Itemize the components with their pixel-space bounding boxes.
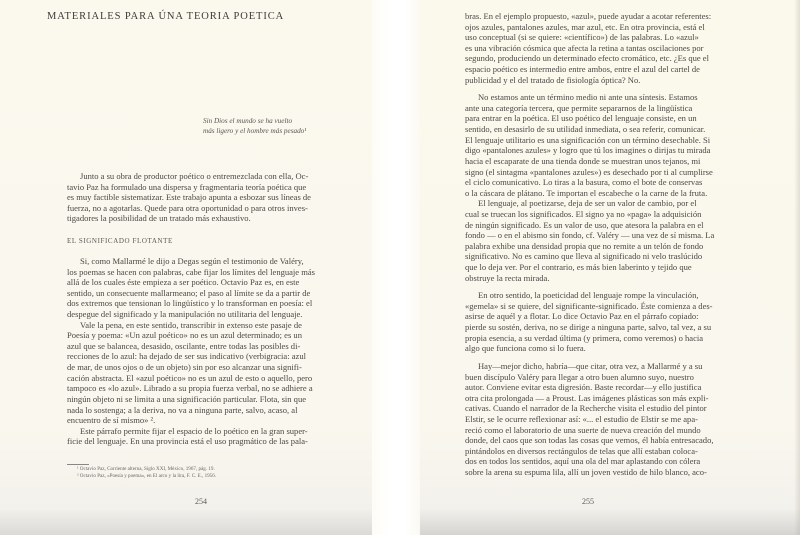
text-line: buen discípulo Valéry para llegar a otro buen alumno suyo, nuestro [465, 371, 694, 382]
page-number-left: 254 [195, 497, 207, 506]
text-line: o la cáscara de plátano. Te importan el escabeche o la carne de la fruta. [465, 187, 708, 198]
text-line: segundo, produciendo un determinado efecto cromático, etc. ¿Es que el [465, 53, 709, 64]
right-page-body [465, 11, 795, 478]
text-line: En otro sentido, la poeticidad del lenguaje rompe la vinculación, [478, 290, 699, 301]
text-line: recciones de lo azul: ha dejado de ser sus indicativo (verbigracia: azul [67, 351, 306, 362]
text-line: bras. En el ejemplo propuesto, «azul», puede ayudar a acotar referentes: [465, 11, 712, 21]
book-gutter [372, 0, 420, 535]
text-line: sentido, un consecuente mallarmeano; el paso al límite se da a partir de [67, 287, 311, 298]
text-line: obstruye la recta mirada. [465, 272, 550, 283]
text-line: dos extremos que tensionan lo lingüístico y lo transforman en poesía: el [67, 298, 313, 309]
text-line: sobre la arena su espuma lila, allí un joven vestido de hilo blanco, aco- [465, 466, 707, 477]
text-line: despegue del significado y la manipulación no utilitaria del lenguaje. [67, 309, 303, 320]
paragraph [465, 11, 795, 85]
paragraph [67, 426, 367, 447]
text-line: tavio Paz ha formulado una dispersa y fragmentaria teoría poética que [67, 181, 307, 192]
text-line: Si, como Mallarmé le dijo a Degas según el testimonio de Valéry, [80, 256, 304, 266]
text-line: uso conceptual (si se quiere: «científico») de las palabras. Lo «azul» [465, 32, 699, 43]
text-line: para entrar en la poética. El uso poético del lenguaje consiste, en un [465, 113, 697, 124]
text-line: publicidad y el del tratado de fisiología óptica? No. [465, 74, 641, 85]
paragraph-spacing [465, 85, 795, 92]
text-line: allá de los cuales éste empieza a ser poético. Octavio Paz es, en este [67, 277, 300, 288]
text-line: otra cita prolongada — a Proust. Las imágenes plásticas son más expli- [465, 392, 709, 403]
text-line: Vale la pena, en este sentido, transcribir in extenso este pasaje de [80, 319, 302, 330]
chapter-title: MATERIALES PARA ÚNA TEORIA POETICA [47, 11, 285, 22]
footnote-divider [67, 464, 89, 465]
paragraph [67, 320, 367, 426]
left-page [0, 0, 372, 535]
footnote: ¹ Octavio Paz, Corriente alterna, Siglo XXI, México, 1967, pág. 19. [77, 466, 215, 472]
text-line: azul que se balancea, desasido, oscilante, entre todas las posibles di- [67, 340, 301, 351]
paragraph [465, 290, 795, 354]
text-line: algo que funciona como si lo fuera. [465, 343, 586, 354]
paragraph-spacing [465, 354, 795, 361]
paragraph [465, 92, 795, 198]
text-line: signo (el sintagma «pantalones azules») es desechado por ti al cumplirse [465, 166, 713, 177]
left-page-body [67, 256, 367, 447]
text-line: cual se truecan los significados. El signo ya no «paga» la adquisición [465, 208, 702, 219]
text-line: «gemela» si se quiere, del significante-significado. Éste comienza a des- [465, 300, 713, 311]
right-page [420, 0, 800, 535]
text-line: propia esencia, a su verdad última (y primera, como veremos) o hacia [465, 332, 704, 343]
text-line: Este párrafo permite fijar el espacio de lo poético en la gran super- [80, 425, 308, 436]
page-edge-shadow [794, 0, 800, 535]
text-line: que lo deja ver. Por el contrario, es más bien laberinto y tejido que [465, 262, 692, 273]
text-line: ficie del lenguaje. En una provincia está el uso pragmático de las pala- [67, 436, 308, 447]
text-line: ojos azules, pantalones azules, mar azul, etc. En otra provincia, está el [465, 21, 705, 32]
text-line: de mar, de unos ojos o de un objeto) sin por eso alcanzar una signifi- [67, 362, 302, 373]
paragraph [465, 198, 795, 283]
text-line: significativo. No es camino que lleva al significado ni velo traslúcido [465, 251, 703, 262]
text-line: reció como el laboratorio de una suerte de nueva creación del mundo [465, 424, 701, 435]
text-line: donde, del caos que son todas las cosas que vemos, él había entresacado, [465, 435, 714, 446]
text-line: cativas. Cuando el narrador de la Recherche visita el estudio del pintor [465, 403, 707, 414]
text-line: asirse de aquél y a flotar. Lo dice Octavio Paz en el párrafo copiado: [465, 311, 699, 322]
text-line: nada lo sostenga; a la deriva, no va a ninguna parte, salvo, acaso, al [67, 404, 298, 415]
intro-paragraph [67, 171, 367, 224]
text-line: tigadores la posibilidad de un tratado más exhaustivo. [67, 213, 251, 224]
text-line: El lenguaje utilitario es una significación con un término desechable. Si [465, 134, 711, 145]
text-line: Elstir, se le ocurre reflexionar así: «... el estudio de Elstir se me apa- [465, 413, 698, 424]
text-line: dos en todos los sentidos, aquí una ola del mar aplastando con cólera [465, 456, 701, 467]
text-line: pintándolos en diversos rectángulos de telas que allí estaban colocа- [465, 445, 698, 456]
text-line: Hay—mejor dicho, habría—que citar, otra vez, a Mallarmé y a su [478, 360, 703, 371]
epigraph [203, 116, 306, 136]
text-line: fondo — o en el abismo sin fondo, cf. Valéry — una vez de sí misma. La [465, 230, 715, 241]
text-line: hacia el escaparate de una tienda donde se muestran unos tejanos, mi [465, 155, 701, 166]
text-line: Junto a su obra de productor poético o entremezclada con ella, Oc- [80, 171, 309, 181]
paragraph [465, 361, 795, 478]
text-line: No estamos ante un término medio ni ante una síntesis. Estamos [478, 92, 698, 103]
text-line: ante una categoría tercera, que permite separarnos de la lingüística [465, 102, 693, 113]
text-line: tampoco es «lo azul». Librado a su propia fuerza verbal, no se adhiere a [67, 383, 313, 394]
text-line: ningún objeto ni se limita a una significación particular. Flota, sin que [67, 393, 307, 404]
epigraph-line: más ligero y el hombre más pesado¹ [203, 127, 307, 135]
section-heading: EL SIGNIFICADO FLOTANTE [67, 237, 173, 245]
text-line: Poesía y poema: «Un azul poético» no es un azul determinado; es un [67, 330, 302, 341]
text-line: los poemas se hacen con palabras, cabe fijar los límites del lenguaje más [67, 266, 316, 277]
page-number-right: 255 [582, 497, 594, 506]
epigraph-line: Sin Dios el mundo se ha vuelto [203, 117, 293, 125]
footnote: ² Octavio Paz, «Poesía y poema», en El arco y la lira, F. C. E., 1956. [77, 472, 217, 479]
text-line: fuerza, no a agotarlas. Quede para otra oportunidad o para otros inves- [67, 202, 308, 213]
text-line: palabra exhibe una densidad propia que no remite a un telón de fondo [465, 240, 704, 251]
footnotes [77, 466, 216, 479]
text-line: cación abstracta. El «azul poético» no es un azul de esto o aquello, pero [67, 372, 313, 383]
text-line: El lenguaje, al poetizarse, deja de ser un valor de cambio, por el [478, 198, 697, 209]
paragraph [67, 256, 367, 320]
text-line: espacio poético es intermedio entre ambos, entre el azul del cartel de [465, 64, 700, 75]
text-line: es muy factible sistematizar. Este trabajo apunta a esbozar sus líneas de [67, 192, 311, 203]
text-line: digo «pantalones azules» y logro que tú los imagines o dirijas tu mirada [465, 145, 711, 156]
text-line: sentido, en desasirlo de su utilidad inmediata, o sea referir, comunicar. [465, 124, 706, 135]
paragraph-spacing [465, 283, 795, 290]
text-line: es una vibración cósmica que afecta la retina a tantas oscilaciones por [465, 42, 704, 53]
text-line: autor. Conviene evitar esta digresión. Baste recordar—y ello justifica [465, 382, 702, 393]
text-line: de ningún significado. Es un valor de uso, que atesora la palabra en el [465, 219, 704, 230]
text-line: el ciclo comunicativo. Lo tiras a la basura, como el bote de conservas [465, 177, 703, 188]
text-line: encuentro de sí mismo» ². [67, 415, 156, 426]
text-line: pierde su sostén, deriva, no se dirige a ninguna parte, salvo, tal vez, a su [465, 322, 712, 333]
